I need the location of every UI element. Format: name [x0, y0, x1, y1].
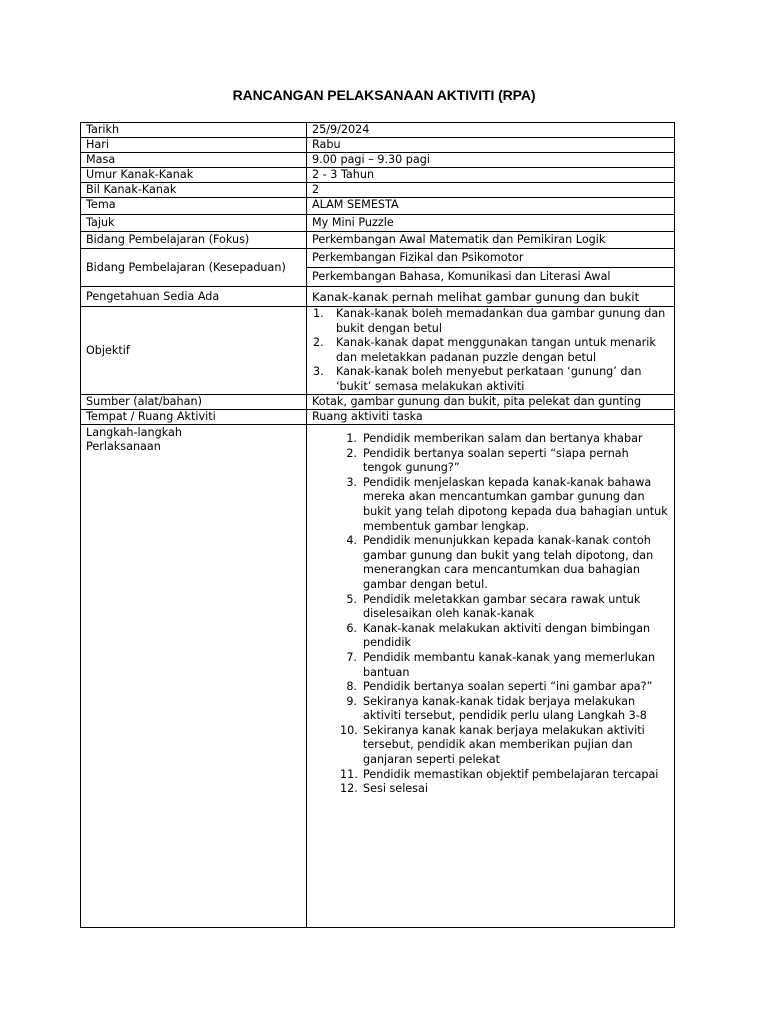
value-sumber: Kotak, gambar gunung dan bukit, pita pelekat dan gunting	[307, 395, 675, 410]
objektif-item: 1. Kanak-kanak boleh memadankan dua gambar gunung dan bukit dengan betul	[313, 307, 666, 335]
row-kesepaduan	[81, 249, 675, 268]
row-bil	[81, 183, 675, 198]
langkah-item: 3. Pendidik menjelaskan kepada kanak-kanak bahawa mereka akan mencantumkan gambar gunung dan bukit yang telah dipotong kepada dua bahagian untuk membentuk gambar lengkap.	[346, 475, 668, 533]
row-hari	[81, 138, 675, 153]
label-langkah: Langkah-langkah Perlaksanaan	[81, 425, 307, 928]
label-tajuk: Tajuk	[81, 215, 307, 232]
label-masa: Masa	[81, 153, 307, 168]
label-sedia-ada: Pengetahuan Sedia Ada	[81, 287, 307, 307]
label-fokus: Bidang Pembelajaran (Fokus)	[81, 232, 307, 249]
value-kesepaduan-1: Perkembangan Fizikal dan Psikomotor	[307, 249, 675, 268]
value-langkah	[307, 425, 675, 928]
row-sedia-ada	[81, 287, 675, 307]
row-masa	[81, 153, 675, 168]
row-tarikh	[81, 123, 675, 138]
objektif-item: 2. Kanak-kanak dapat menggunakan tangan untuk menarik dan meletakkan padanan puzzle dengan betul	[313, 336, 656, 364]
label-tarikh: Tarikh	[81, 123, 307, 138]
langkah-item: 8. Pendidik bertanya soalan seperti “ini gambar apa?”	[346, 680, 653, 694]
value-fokus: Perkembangan Awal Matematik dan Pemikiran Logik	[307, 232, 675, 249]
langkah-item: 5. Pendidik meletakkan gambar secara rawak untuk diselesaikan oleh kanak-kanak	[346, 592, 641, 621]
row-umur	[81, 168, 675, 183]
label-hari: Hari	[81, 138, 307, 153]
label-bil: Bil Kanak-Kanak	[81, 183, 307, 198]
value-hari: Rabu	[307, 138, 675, 153]
rpa-table	[80, 122, 675, 928]
langkah-item: 11. Pendidik memastikan objektif pembelajaran tercapai	[340, 767, 659, 781]
value-tema: ALAM SEMESTA	[307, 198, 675, 215]
langkah-item: 12. Sesi selesai	[340, 782, 428, 796]
label-tempat: Tempat / Ruang Aktiviti	[81, 410, 307, 425]
value-tempat: Ruang aktiviti taska	[307, 410, 675, 425]
value-tarikh: 25/9/2024	[307, 123, 675, 138]
langkah-list	[312, 432, 674, 797]
langkah-item: 9. Sekiranya kanak-kanak tidak berjaya melakukan aktiviti tersebut, pendidik perlu ulang Langkah 3-8	[346, 694, 647, 723]
label-sumber: Sumber (alat/bahan)	[81, 395, 307, 410]
row-fokus	[81, 232, 675, 249]
langkah-item: 6. Kanak-kanak melakukan aktiviti dengan bimbingan pendidik	[346, 621, 651, 650]
langkah-item: 7. Pendidik membantu kanak-kanak yang memerlukan bantuan	[346, 650, 656, 679]
objektif-list	[312, 307, 674, 394]
row-langkah	[81, 425, 675, 928]
langkah-item: 10. Sekiranya kanak kanak berjaya melakukan aktiviti tersebut, pendidik akan memberikan pujian dan ganjaran seperti pelekat	[340, 723, 645, 767]
label-umur: Umur Kanak-Kanak	[81, 168, 307, 183]
row-sumber	[81, 395, 675, 410]
label-kesepaduan: Bidang Pembelajaran (Kesepaduan)	[81, 249, 307, 287]
langkah-item: 1. Pendidik memberikan salam dan bertanya khabar	[346, 432, 643, 445]
row-tema	[81, 198, 675, 215]
objektif-item: 3. Kanak-kanak boleh menyebut perkataan ‘gunung’ dan ‘bukit’ semasa melakukan aktiviti	[313, 365, 642, 393]
row-objektif	[81, 307, 675, 395]
row-tajuk	[81, 215, 675, 232]
label-tema: Tema	[81, 198, 307, 215]
langkah-item: 4. Pendidik menunjukkan kepada kanak-kanak contoh gambar gunung dan bukit yang telah dipotong, dan menerangkan cara mencantumkan dua bahagian gambar dengan betul.	[346, 534, 654, 591]
value-masa: 9.00 pagi – 9.30 pagi	[307, 153, 675, 168]
langkah-item: 2. Pendidik bertanya soalan seperti “siapa pernah tengok gunung?”	[346, 446, 629, 475]
value-sedia-ada: Kanak-kanak pernah melihat gambar gunung dan bukit	[307, 287, 675, 307]
value-umur: 2 - 3 Tahun	[307, 168, 675, 183]
value-objektif	[307, 307, 675, 395]
label-objektif: Objektif	[81, 307, 307, 395]
value-bil: 2	[307, 183, 675, 198]
row-tempat	[81, 410, 675, 425]
value-tajuk: My Mini Puzzle	[307, 215, 675, 232]
document-title: RANCANGAN PELAKSANAAN AKTIVITI (RPA)	[232, 87, 536, 103]
value-kesepaduan-2: Perkembangan Bahasa, Komunikasi dan Literasi Awal	[307, 268, 675, 287]
